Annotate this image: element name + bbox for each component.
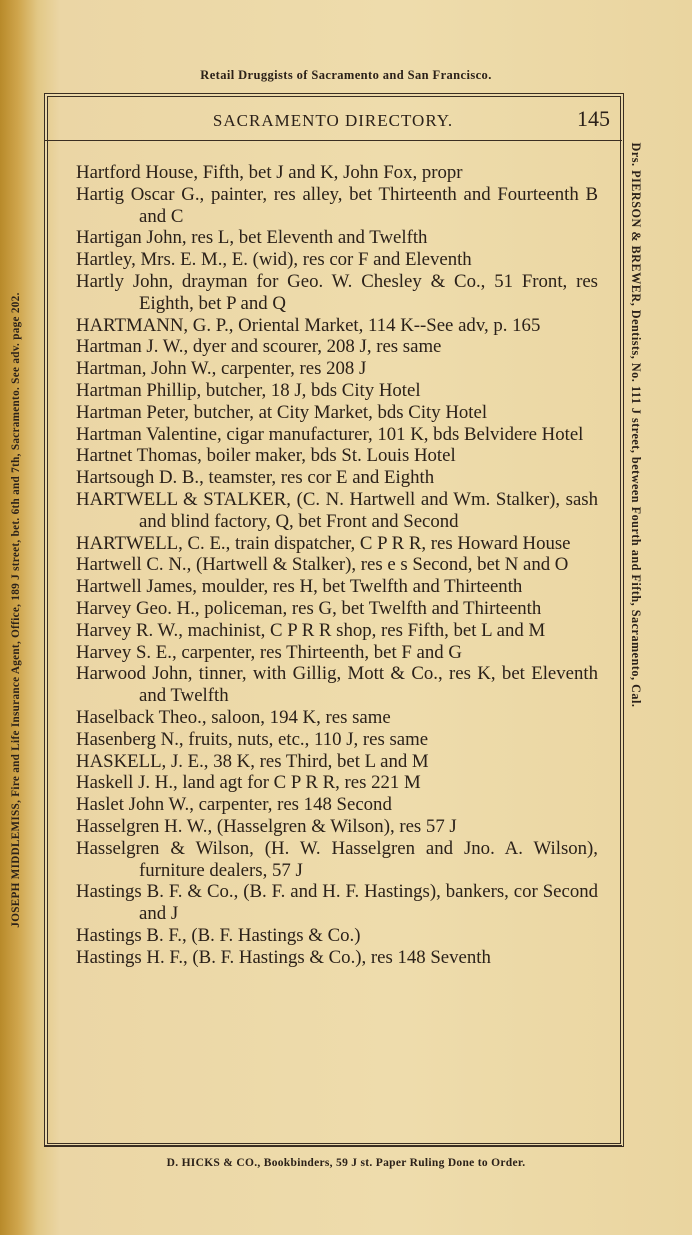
directory-entry: Hartman, John W., carpenter, res 208 J <box>76 358 367 380</box>
page-number: 145 <box>577 106 610 131</box>
directory-entry: Hasselgren H. W., (Hasselgren & Wilson), res 57 J <box>76 815 457 837</box>
directory-entry: Hartsough D. B., teamster, res cor E and Eighth <box>76 467 435 489</box>
directory-entry: Haslet John W., carpenter, res 148 Second <box>76 794 392 816</box>
directory-entry: Harwood John, tinner, with Gillig, Mott & Co., res K, bet Eleventh and Twelfth <box>76 663 598 707</box>
footer-rule <box>44 1145 622 1146</box>
directory-entry: Hartley, Mrs. E. M., E. (wid), res cor F and Eleventh <box>76 249 472 271</box>
directory-entry: Hartman Peter, butcher, at City Market, bds City Hotel <box>76 401 488 423</box>
directory-entry: Hartford House, Fifth, bet J and K, John Fox, propr <box>76 162 463 183</box>
directory-entry: Hasenberg N., fruits, nuts, etc., 110 J, res same <box>76 728 429 750</box>
directory-entry: Hartman Phillip, butcher, 18 J, bds City Hotel <box>76 379 421 401</box>
directory-entry: Hartman J. W., dyer and scourer, 208 J, res same <box>76 336 442 358</box>
directory-entry: Harvey Geo. H., policeman, res G, bet Twelfth and Thirteenth <box>76 597 542 619</box>
left-margin-advertisement: JOSEPH MIDDLEMISS, Fire and Life Insurance Agent, Office, 189 J street, bet. 6th and 7th, Sacramento. See adv. page 202. <box>10 292 22 928</box>
page-title: SACRAMENTO DIRECTORY. <box>212 111 454 130</box>
top-advertisement: Retail Druggists of Sacramento and San Francisco. <box>200 68 492 82</box>
directory-entry: HARTWELL, C. E., train dispatcher, C P R R, res Howard House <box>76 532 571 554</box>
directory-entry: Hastings B. F. & Co., (B. F. and H. F. Hastings), bankers, cor Second and J <box>76 881 598 925</box>
directory-entry: Hartwell James, moulder, res H, bet Twelfth and Thirteenth <box>76 576 523 598</box>
directory-entry: HARTWELL & STALKER, (C. N. Hartwell and Wm. Stalker), sash and blind factory, Q, bet Front and Second <box>76 488 598 532</box>
directory-entry: HASKELL, J. E., 38 K, res Third, bet L and M <box>76 750 429 772</box>
directory-entry: Hastings H. F., (B. F. Hastings & Co.), res 148 Seventh <box>76 946 491 968</box>
right-margin-advertisement: Drs. PIERSON & BREWER, Dentists, No. 111 J street, between Fourth and Fifth, Sacramento, Cal. <box>629 142 643 708</box>
bottom-advertisement: D. HICKS & CO., Bookbinders, 59 J st. Paper Ruling Done to Order. <box>166 1157 526 1169</box>
running-header <box>44 105 622 139</box>
directory-entry: HARTMANN, G. P., Oriental Market, 114 K--See adv, p. 165 <box>76 314 541 336</box>
directory-entry: Hartwell C. N., (Hartwell & Stalker), res e s Second, bet N and O <box>76 554 569 576</box>
directory-entry: Harvey S. E., carpenter, res Thirteenth, bet F and G <box>76 641 462 663</box>
directory-entry: Hasselgren & Wilson, (H. W. Hasselgren and Jno. A. Wilson), furniture dealers, 57 J <box>76 837 598 881</box>
directory-entry: Hartig Oscar G., painter, res alley, bet Thirteenth and Fourteenth B and C <box>76 183 598 227</box>
directory-entry: Hastings B. F., (B. F. Hastings & Co.) <box>76 924 361 946</box>
directory-entry: Hartnet Thomas, boiler maker, bds St. Louis Hotel <box>76 445 456 467</box>
header-rule <box>44 140 622 141</box>
directory-entries <box>76 162 598 968</box>
directory-entry: Haskell J. H., land agt for C P R R, res 221 M <box>76 772 421 794</box>
directory-entry: Haselback Theo., saloon, 194 K, res same <box>76 706 391 728</box>
directory-entry: Hartman Valentine, cigar manufacturer, 101 K, bds Belvidere Hotel <box>76 423 584 445</box>
directory-entry: Harvey R. W., machinist, C P R R shop, res Fifth, bet L and M <box>76 619 546 641</box>
directory-entry: Hartigan John, res L, bet Eleventh and Twelfth <box>76 227 428 249</box>
directory-entry: Hartly John, drayman for Geo. W. Chesley & Co., 51 Front, res Eighth, bet P and Q <box>76 270 598 314</box>
